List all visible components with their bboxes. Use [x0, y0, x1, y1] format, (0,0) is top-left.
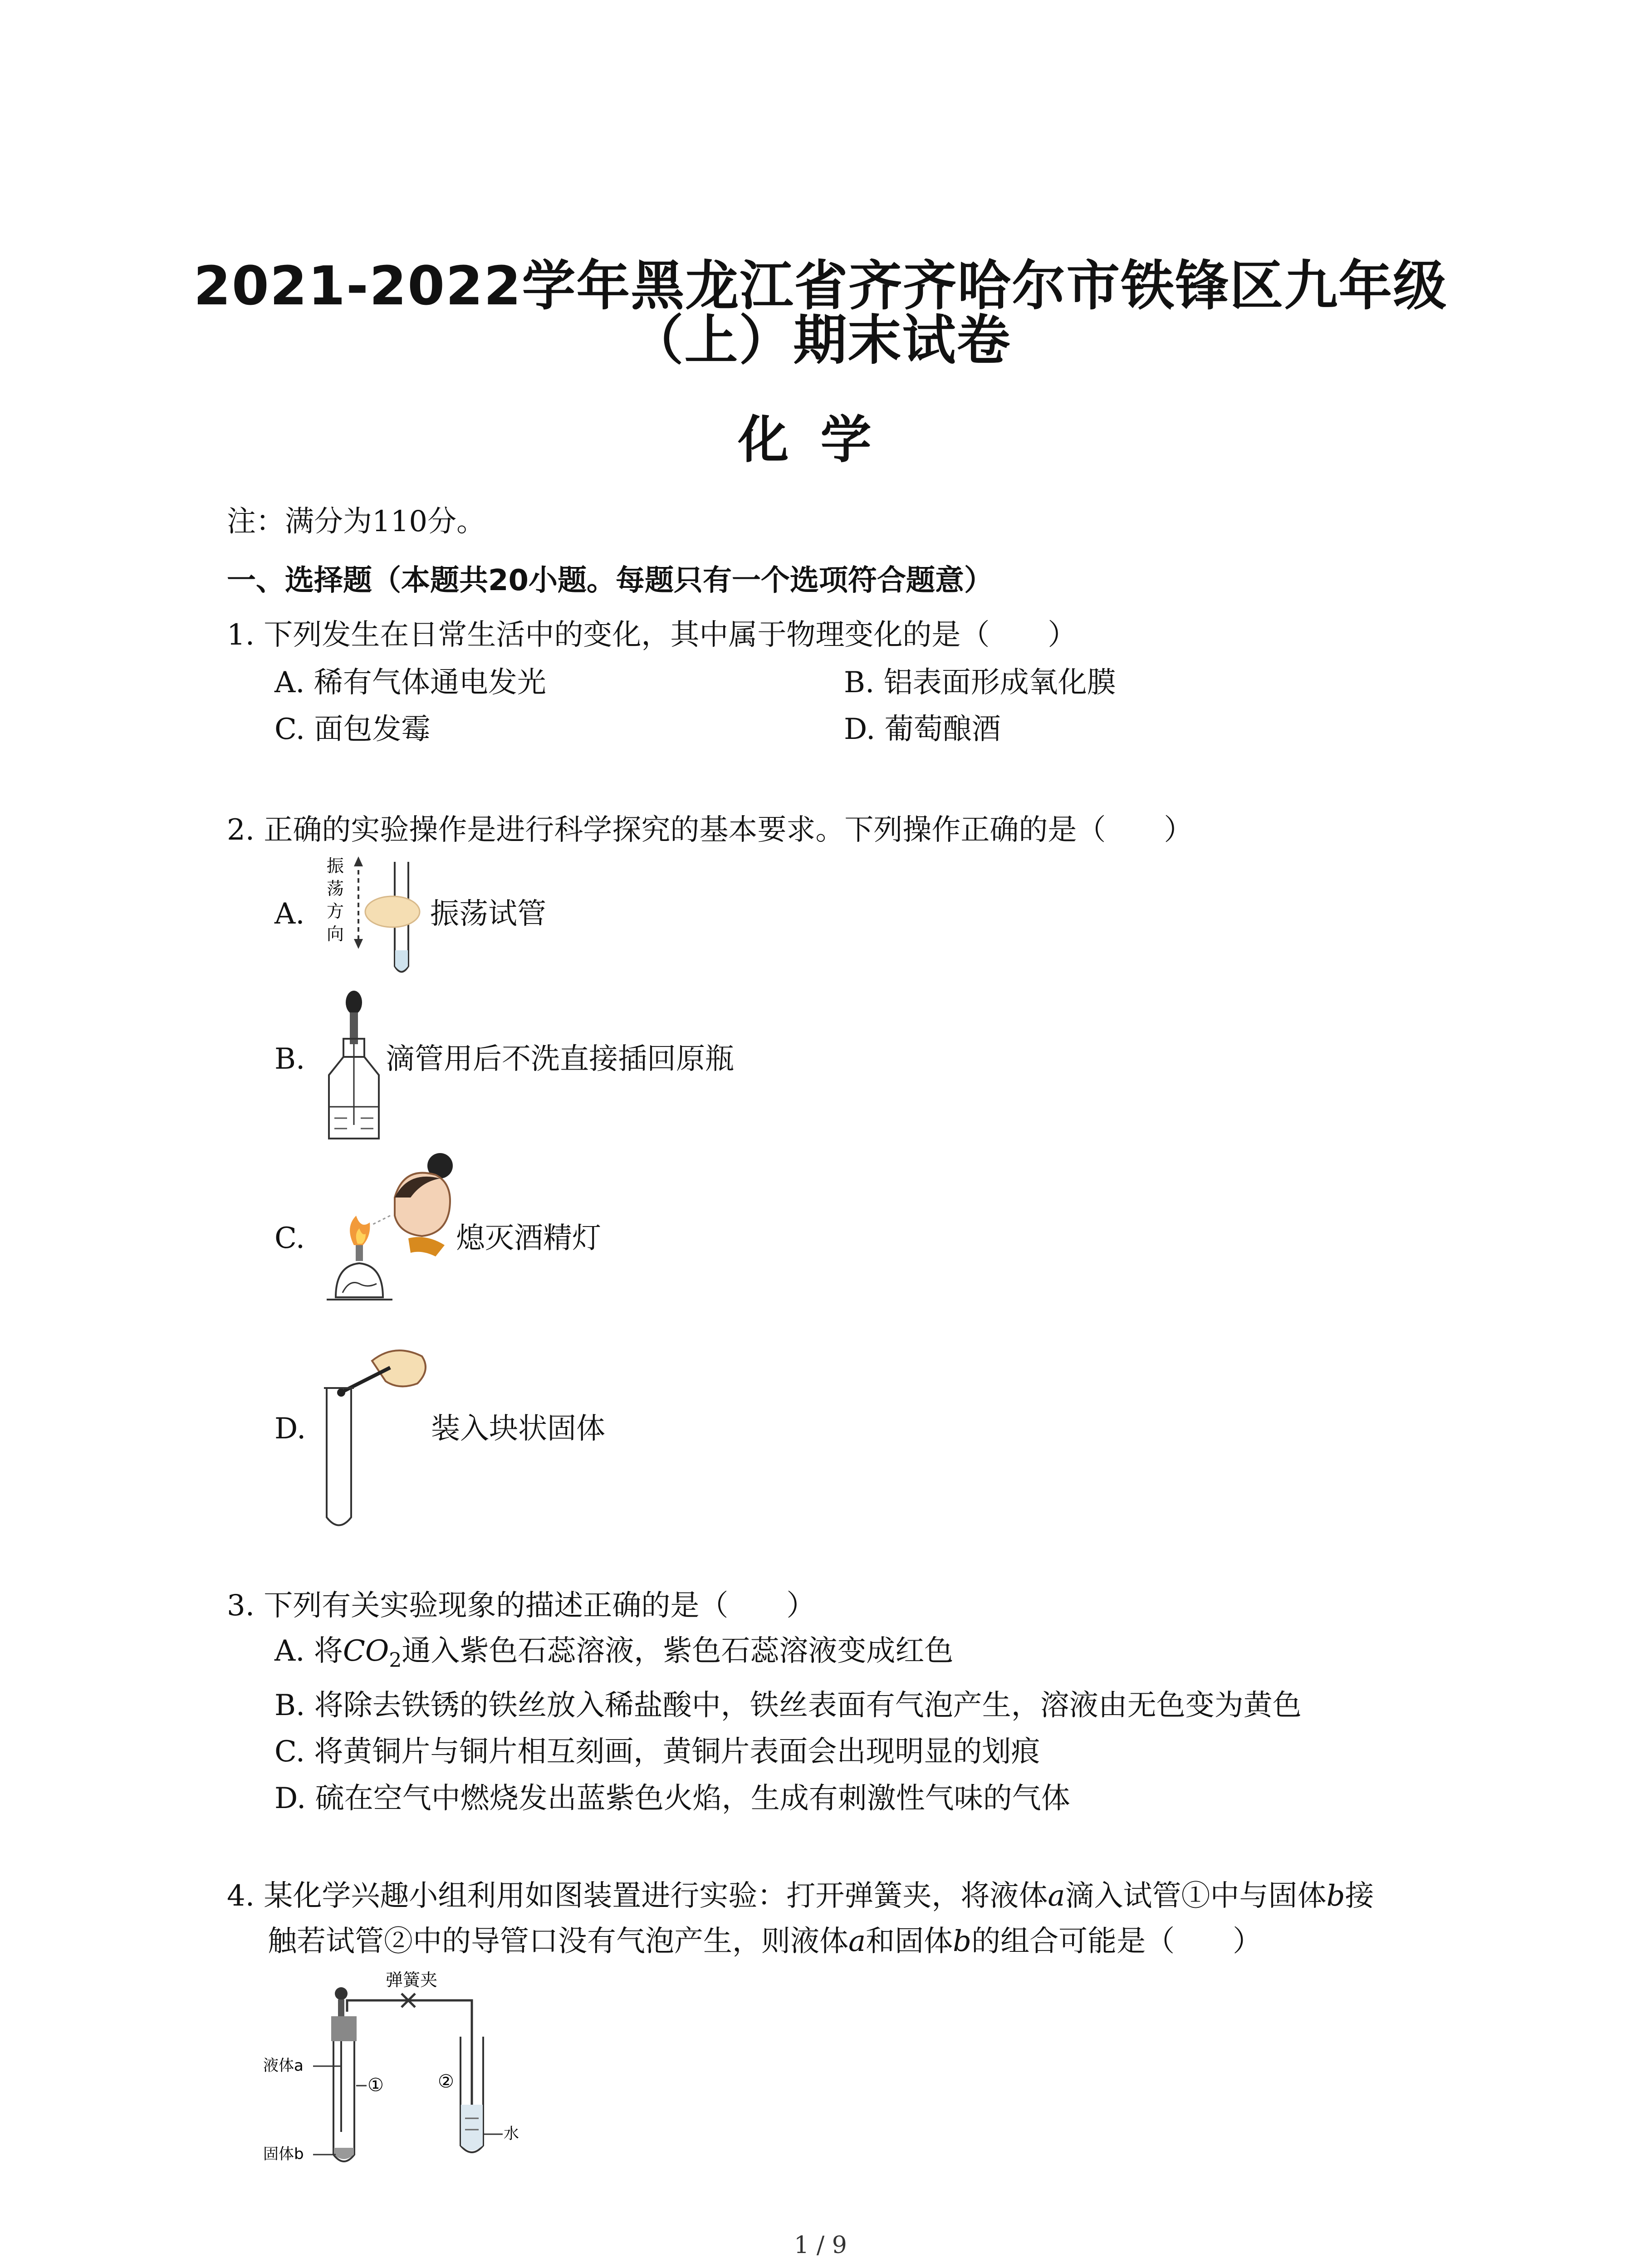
dropper-bottle-figure	[320, 989, 388, 1143]
q3-option-d: D. 硫在空气中燃烧发出蓝紫色火焰，生成有刺激性气味的气体	[274, 1782, 1070, 1815]
shake-direction-label-4: 向	[327, 924, 344, 944]
q3-option-a-suffix: 通入紫色石蕊溶液，紫色石蕊溶液变成红色	[402, 1634, 954, 1668]
score-note: 注：满分为110分。	[227, 505, 486, 538]
variable-a: a	[1048, 1879, 1065, 1913]
q1-option-c: C. 面包发霉	[274, 713, 431, 746]
page-number: 1 / 9	[794, 2232, 847, 2259]
q3-option-a-prefix: A. 将	[274, 1634, 343, 1668]
q1-option-d: D. 葡萄酿酒	[844, 713, 1001, 746]
q1-option-a: A. 稀有气体通电发光	[274, 666, 546, 699]
solid-b-label: 固体b	[263, 2145, 304, 2163]
shake-direction-label-2: 荡	[327, 879, 344, 899]
co2-subscript: 2	[389, 1648, 402, 1672]
shake-direction-label-3: 方	[327, 901, 344, 921]
tube-1-label: ①	[367, 2075, 384, 2096]
q2-option-a-letter: A.	[274, 897, 305, 931]
q4-stem-line2: 触若试管②中的导管口没有气泡产生，则液体a和固体b的组合可能是（ ）	[268, 1925, 1262, 1958]
q2-option-d-text: 装入块状固体	[431, 1412, 605, 1446]
q3-option-c: C. 将黄铜片与铜片相互刻画，黄铜片表面会出现明显的划痕	[274, 1735, 1040, 1769]
section-heading: 一、选择题（本题共20小题。每题只有一个选项符合题意）	[227, 564, 994, 597]
subject-title: 化学	[738, 411, 903, 469]
add-solid-block-figure	[318, 1338, 436, 1533]
q4-stem-line1: 4. 某化学兴趣小组利用如图装置进行实验：打开弹簧夹，将液体a滴入试管①中与固体b接	[227, 1879, 1374, 1913]
water-label: 水	[504, 2125, 519, 2143]
shake-direction-label-1: 振	[327, 856, 344, 876]
q2-option-b-text: 滴管用后不洗直接插回原瓶	[386, 1042, 734, 1076]
exam-title-line2: （上）期末试卷	[630, 309, 1011, 371]
q2-option-b-letter: B.	[274, 1042, 305, 1076]
spring-clip-label: 弹簧夹	[386, 1970, 438, 1990]
q2-option-d-letter: D.	[274, 1412, 306, 1446]
q2-option-c-letter: C.	[274, 1222, 305, 1255]
variable-b: b	[1326, 1879, 1345, 1913]
q3-option-b: B. 将除去铁锈的铁丝放入稀盐酸中，铁丝表面有气泡产生，溶液由无色变为黄色	[274, 1689, 1302, 1722]
q1-stem: 1. 下列发生在日常生活中的变化，其中属于物理变化的是（ ）	[227, 618, 1077, 652]
extinguish-alcohol-lamp-figure	[318, 1148, 467, 1329]
tube-2-label: ②	[438, 2071, 454, 2092]
q3-option-a	[274, 1633, 953, 1679]
co2-formula: CO	[343, 1634, 389, 1668]
shake-test-tube-figure	[318, 853, 436, 989]
q1-option-b: B. 铝表面形成氧化膜	[844, 666, 1116, 699]
exam-title-line1: 2021-2022学年黑龙江省齐齐哈尔市铁锋区九年级	[193, 254, 1448, 317]
gas-apparatus-figure	[263, 1969, 544, 2173]
q2-option-a-text: 振荡试管	[430, 897, 546, 931]
q2-option-c-text: 熄灭酒精灯	[456, 1222, 601, 1255]
liquid-a-label: 液体a	[263, 2057, 304, 2075]
q2-stem: 2. 正确的实验操作是进行科学探究的基本要求。下列操作正确的是（ ）	[227, 813, 1193, 847]
q3-stem: 3. 下列有关实验现象的描述正确的是（ ）	[227, 1589, 816, 1623]
